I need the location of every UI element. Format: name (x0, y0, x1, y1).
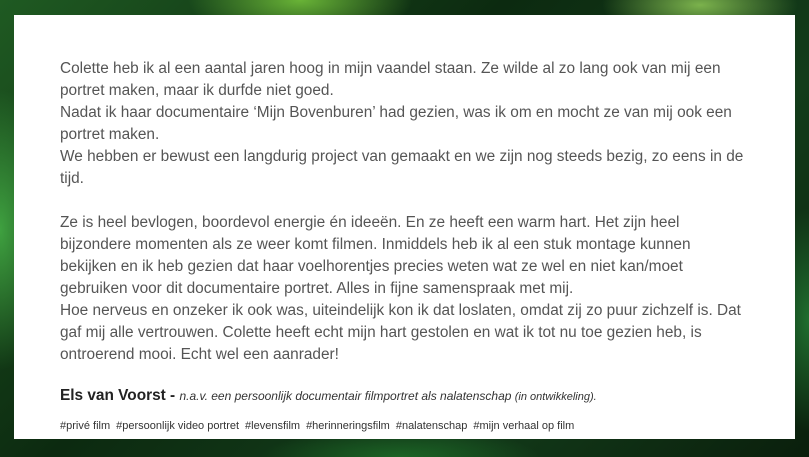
paragraph-line: Colette heb ik al een aantal jaren hoog in mijn vaandel staan. Ze wilde al zo lang ook van mij een portret maken, maar ik durfde niet goed. (60, 60, 721, 99)
credit-separator: - (165, 387, 180, 404)
tag-mijn-verhaal-op-film[interactable]: #mijn verhaal op film (473, 420, 575, 432)
paragraph-line: Ze is heel bevlogen, boordevol energie én ideeën. En ze heeft een warm hart. Het zijn heel bijzondere momenten als ze weer komt filmen. Inmiddels heb ik al een stuk montage kunnen bekijken en ik heb gezien dat haar voelhorentjes precies weten wat ze wel en niet kan/moet gebruiken voor dit documentaire portret. Alles in fijne samenspraak met mij. (60, 214, 691, 297)
tag-nalatenschap[interactable]: #nalatenschap (395, 420, 468, 432)
paragraph-line: Nadat ik haar documentaire ‘Mijn Bovenburen’ had gezien, was ik om en mocht ze van mij ook een portret maken. (60, 104, 732, 143)
testimonial-paragraph-2 (60, 212, 751, 366)
testimonial-credit (60, 385, 751, 408)
credit-note-prefix: n.a.v. een persoonlijk documentair (179, 389, 365, 403)
author-name: Els van Voorst (60, 387, 166, 404)
testimonial-card (14, 15, 795, 439)
testimonial-paragraph-1 (60, 58, 751, 190)
tag-herinneringsfilm[interactable]: #herinneringsfilm (306, 420, 390, 432)
filmportret-link[interactable]: filmportret (364, 389, 419, 403)
tag-levensfilm[interactable]: #levensfilm (245, 420, 301, 432)
tag-persoonlijk-video-portret[interactable]: #persoonlijk video portret (116, 420, 240, 432)
tag-list (60, 420, 751, 432)
paragraph-line: We hebben er bewust een langdurig project van gemaakt en we zijn nog steeds bezig, zo eens in de tijd. (60, 148, 744, 187)
credit-note-status: (in ontwikkeling). (514, 391, 597, 403)
tag-prive-film[interactable]: #privé film (60, 420, 111, 432)
credit-note-suffix: als nalatenschap (418, 389, 515, 403)
paragraph-line: Hoe nerveus en onzeker ik ook was, uiteindelijk kon ik dat loslaten, omdat zij zo puur zichzelf is. Dat gaf mij alle vertrouwen. Colette heeft echt mijn hart gestolen en wat ik tot nu toe gezien heb, is ontroerend mooi. Echt wel een aanrader! (60, 302, 741, 363)
paragraph-gap (60, 190, 751, 212)
